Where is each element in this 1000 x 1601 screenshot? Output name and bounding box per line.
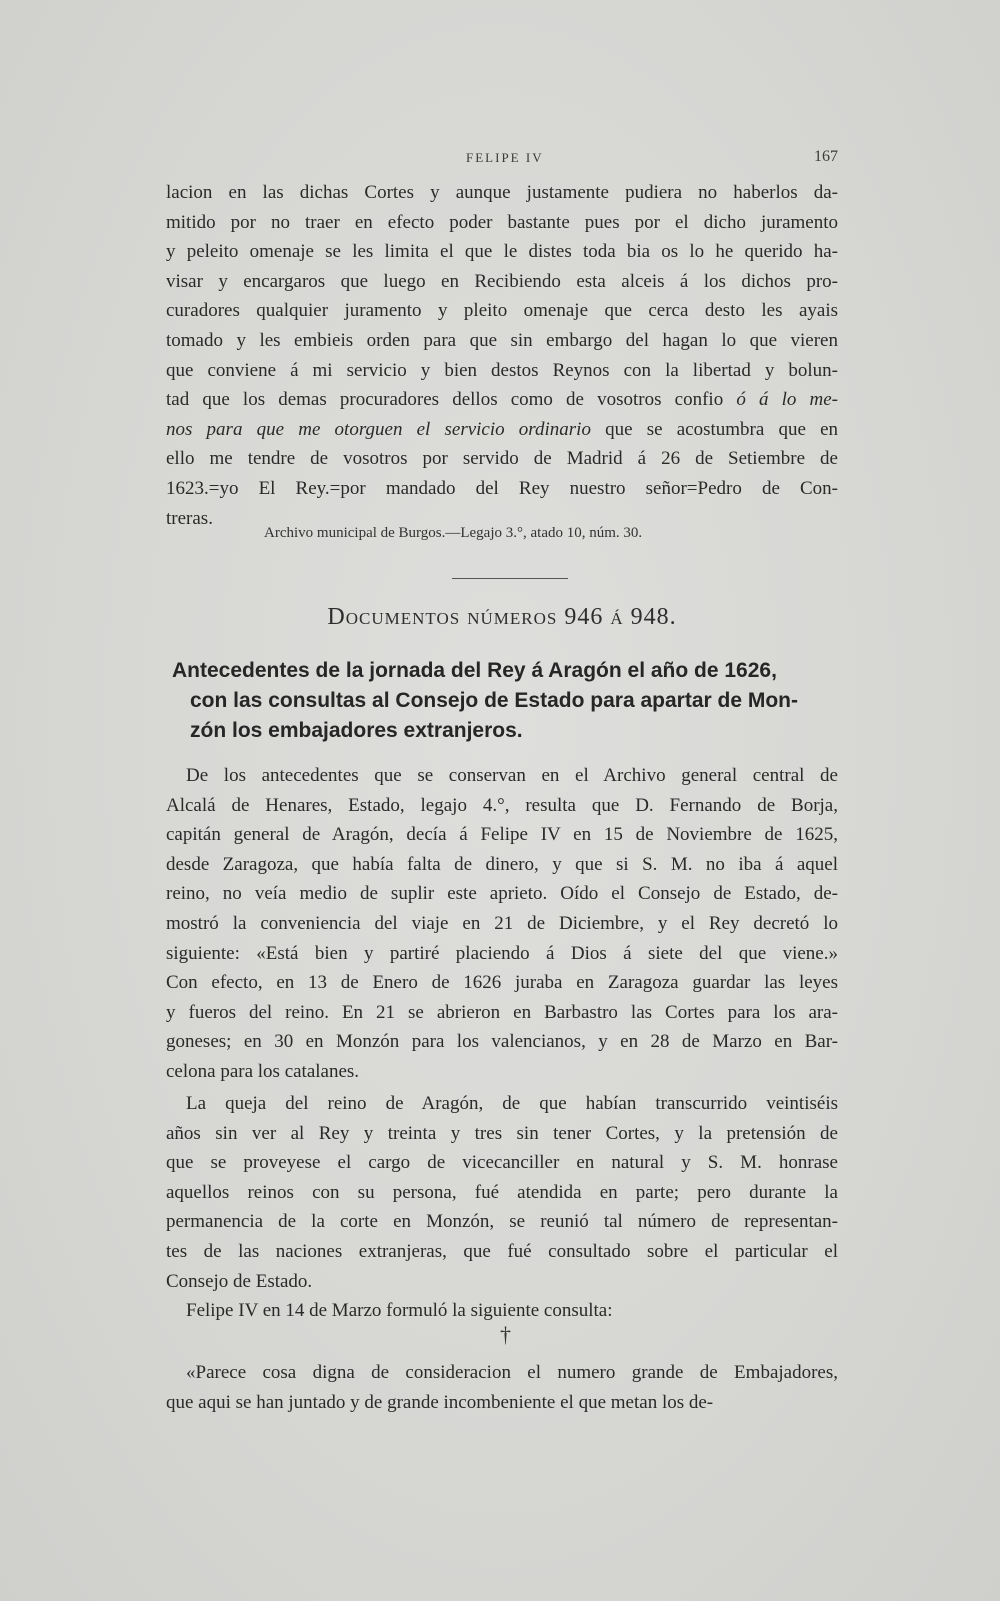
text-segment: tad que los demas procuradores dellos como de vosotros confio xyxy=(166,389,724,411)
text-line: mostró la conveniencia del viaje en 21 de Diciembre, y el Rey decretó lo xyxy=(166,912,838,934)
section-title xyxy=(172,656,838,746)
text-line: que se proveyese el cargo de vicecanciller en natural y S. M. honrase xyxy=(166,1152,838,1174)
text-line: aquellos reinos con su persona, fué atendida en parte; pero durante la xyxy=(166,1181,838,1203)
cross-symbol: † xyxy=(500,1322,511,1347)
text-line: «Parece cosa digna de consideracion el numero grande de Embajadores, xyxy=(186,1362,838,1383)
quote-paragraph xyxy=(166,1358,838,1417)
text-line: años sin ver al Rey y treinta y tres sin tener Cortes, y la pretensión de xyxy=(166,1122,838,1144)
text-line: mitido por no traer en efecto poder bastante pues por el dicho juramento xyxy=(166,211,838,233)
text-line: De los antecedentes que se conservan en el Archivo general central de xyxy=(186,765,838,786)
top-paragraph xyxy=(166,178,838,533)
text-line: capitán general de Aragón, decía á Felipe IV en 15 de Noviembre de 1625, xyxy=(166,824,838,846)
text-line: y fueros del reino. En 21 se abrieron en Barbastro las Cortes para los ara- xyxy=(166,1001,838,1023)
running-head-title: FELIPE IV xyxy=(466,150,544,165)
text-line: Con efecto, en 13 de Enero de 1626 juraba en Zaragoza guardar las leyes xyxy=(166,972,838,994)
text-line: tomado y les embieis orden para que sin embargo del hagan lo que vieren xyxy=(166,329,838,351)
italic-segment: nos para que me otorguen el servicio ordinario xyxy=(166,418,591,440)
text-line: que aqui se han juntado y de grande incombeniente el que metan los de- xyxy=(166,1391,714,1413)
text-line: 1623.=yo El Rey.=por mandado del Rey nuestro señor=Pedro de Con- xyxy=(166,477,838,499)
text-line: desde Zaragoza, que había falta de dinero, y que si S. M. no iba á aquel xyxy=(166,853,838,875)
text-line-mixed xyxy=(166,415,838,445)
text-line: visar y encargaros que luego en Recibiendo esta alceis á los dichos pro- xyxy=(166,270,838,292)
separator-rule xyxy=(452,578,568,579)
text-line: reino, no veía medio de suplir este aprieto. Oído el Consejo de Estado, de- xyxy=(166,883,838,905)
page-number: 167 xyxy=(814,148,838,165)
text-line: ello me tendre de vosotros por servido de Madrid á 26 de Setiembre de xyxy=(166,448,838,470)
text-line: Alcalá de Henares, Estado, legajo 4.°, resulta que D. Fernando de Borja, xyxy=(166,794,838,816)
text-segment: que se acostumbra que en xyxy=(605,418,838,440)
body-paragraph xyxy=(166,1089,838,1296)
text-line: celona para los catalanes. xyxy=(166,1060,360,1082)
text-line: tes de las naciones extranjeras, que fué consultado sobre el particular el xyxy=(166,1240,838,1262)
italic-segment: ó á lo me- xyxy=(736,389,839,411)
text-line: La queja del reino de Aragón, de que habían transcurrido veintiséis xyxy=(186,1093,838,1114)
text-line: permanencia de la corte en Monzón, se reunió tal número de representan- xyxy=(166,1211,838,1233)
text-line: curadores qualquier juramento y pleito omenaje que cerca desto les ayais xyxy=(166,300,838,322)
text-line: lacion en las dichas Cortes y aunque justamente pudiera no haberlos da- xyxy=(166,182,838,203)
text-line: siguiente: «Está bien y partiré placiendo á Dios á siete del que viene.» xyxy=(166,942,838,964)
text-line: goneses; en 30 en Monzón para los valencianos, y en 28 de Marzo en Bar- xyxy=(166,1031,838,1053)
section-title-line: con las consultas al Consejo de Estado para apartar de Mon- xyxy=(190,689,798,712)
body-paragraph xyxy=(166,761,838,1087)
text-line: y peleito omenaje se les limita el que le distes toda bia os lo he querido ha- xyxy=(166,241,838,263)
section-title-line: Antecedentes de la jornada del Rey á Aragón el año de 1626, xyxy=(172,659,777,682)
text-line: Consejo de Estado. xyxy=(166,1270,313,1292)
running-head xyxy=(166,150,838,172)
text-line-mixed xyxy=(166,385,838,415)
document-heading: Documentos números 946 á 948. xyxy=(327,604,677,630)
section-title-line: zón los embajadores extranjeros. xyxy=(190,719,523,742)
archive-source-note: Archivo municipal de Burgos.—Legajo 3.°, atado 10, núm. 30. xyxy=(264,525,643,541)
text-line: que conviene á mi servicio y bien destos Reynos con la libertad y bolun- xyxy=(166,359,838,381)
text-line: treras. xyxy=(166,507,213,529)
text-line: Felipe IV en 14 de Marzo formuló la siguiente consulta: xyxy=(186,1300,613,1321)
